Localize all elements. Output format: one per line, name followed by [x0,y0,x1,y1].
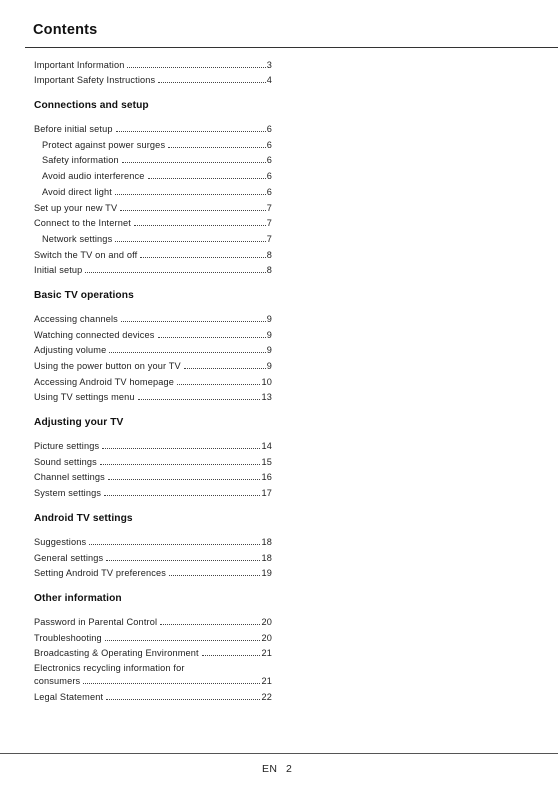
toc-entry-page: 15 [261,456,272,467]
dot-leader [168,147,266,148]
toc-entry-switch-the-tv-on-and-off[interactable] [34,245,272,261]
toc-entry-page: 4 [266,75,272,86]
section-entries [34,119,272,276]
footer-page-number: 2 [286,763,292,775]
dot-leader [115,241,265,242]
toc-entry-accessing-android-tv-homepage[interactable] [34,372,272,388]
toc-entry-page: 7 [266,202,272,213]
toc-entry-label: Protect against power surges [42,139,166,150]
dot-leader [100,464,261,465]
toc-entry-label: General settings [34,552,104,563]
toc-entry-label: Avoid audio interference [42,171,145,182]
toc-entry-page: 20 [261,616,272,627]
dot-leader [106,699,260,700]
toc-entry-page: 9 [266,313,272,324]
toc-entry-page: 13 [261,392,272,403]
toc-entry-label: Set up your new TV [34,202,118,213]
toc-entry-avoid-audio-interference[interactable] [34,166,272,182]
footer-divider [0,753,558,754]
toc-entry-line2 [34,674,272,687]
page-title: Contents [33,22,98,38]
toc-entry-page: 6 [266,186,272,197]
table-of-contents [34,55,272,703]
toc-entry-setting-android-tv-preferences[interactable] [34,564,272,580]
dot-leader [105,640,261,641]
dot-leader [184,368,266,369]
section-entries [34,309,272,403]
toc-entry-accessing-channels[interactable] [34,309,272,325]
toc-entry-system-settings[interactable] [34,483,272,499]
toc-entry-label: System settings [34,488,102,499]
toc-entry-channel-settings[interactable] [34,468,272,484]
dot-leader [106,560,260,561]
dot-leader [148,178,266,179]
dot-leader [134,225,266,226]
toc-entry-protect-against-power-surges[interactable] [34,135,272,151]
toc-entry-legal-statement[interactable] [34,687,272,703]
toc-entry-using-the-power-button[interactable] [34,356,272,372]
toc-entry-page: 9 [266,361,272,371]
dot-leader [108,479,261,480]
dot-leader [169,575,260,576]
toc-entry-page: 9 [266,329,272,340]
toc-entry-page: 6 [266,171,272,182]
section-heading-basic-tv-operations: Basic TV operations [34,290,134,302]
dot-leader [177,384,260,385]
toc-entry-using-tv-settings-menu[interactable] [34,388,272,404]
toc-entry-label: Broadcasting & Operating Environment [34,648,199,659]
toc-entry-label-line1: Electronics recycling information for [34,663,185,674]
dot-leader [115,194,266,195]
dot-leader [140,257,265,258]
toc-entry-avoid-direct-light[interactable] [34,182,272,198]
toc-entry-label: Legal Statement [34,691,104,702]
dot-leader [104,495,260,496]
toc-entry-label: Accessing Android TV homepage [34,376,175,387]
toc-entry-page: 7 [266,233,272,244]
toc-entry-page: 22 [261,691,272,702]
toc-entry-page: 3 [266,59,272,70]
toc-entry-label-line2: consumers [34,676,81,687]
section-entries [34,612,272,703]
toc-entry-label: Adjusting volume [34,345,107,356]
toc-entry-label: Avoid direct light [42,186,112,197]
toc-entry-page: 21 [261,648,272,659]
toc-entry-label: Watching connected devices [34,329,155,340]
toc-entry-page: 14 [261,441,272,452]
dot-leader [109,352,265,353]
dot-leader [122,162,266,163]
dot-leader [121,321,266,322]
toc-entry-safety-information[interactable] [34,151,272,167]
section-heading-connections-and-setup: Connections and setup [34,100,149,112]
toc-entry-picture-settings[interactable] [34,436,272,452]
toc-entry-page: 10 [261,376,272,387]
toc-entry-connect-to-the-internet[interactable] [34,214,272,230]
dot-leader [158,82,265,83]
toc-entry-page: 19 [261,568,272,579]
toc-entry-label: Using the power button on your TV [34,361,181,371]
toc-entry-page: 9 [266,345,272,356]
toc-entry-password-in-parental-control[interactable] [34,612,272,628]
toc-entry-before-initial-setup[interactable] [34,119,272,135]
toc-entry-page: 18 [261,536,272,547]
toc-entry-electronics-recycling-information[interactable] [34,659,272,687]
toc-entry-label: Important Safety Instructions [34,75,156,86]
toc-entry-label: Using TV settings menu [34,392,135,403]
dot-leader [89,544,260,545]
section-heading-android-tv-settings: Android TV settings [34,513,133,525]
toc-entry-label: Password in Parental Control [34,616,158,627]
toc-entry-troubleshooting[interactable] [34,628,272,644]
toc-entry-page: 16 [261,472,272,483]
dot-leader [158,337,266,338]
toc-entry-page: 18 [261,552,272,563]
toc-entry-set-up-your-new-tv[interactable] [34,198,272,214]
toc-entry-watching-connected-devices[interactable] [34,325,272,341]
toc-entry-suggestions[interactable] [34,532,272,548]
footer-language: EN [262,763,278,775]
dot-leader [127,67,265,68]
toc-entry-label: Suggestions [34,536,87,547]
toc-entry-label: Network settings [42,233,113,244]
toc-entry-broadcasting-operating-environment[interactable] [34,644,272,660]
toc-entry-label: Important Information [34,59,125,70]
dot-leader [202,655,261,656]
dot-leader [83,683,260,684]
toc-entry-page: 6 [266,155,272,166]
title-divider [25,47,558,48]
toc-entry-label: Connect to the Internet [34,218,131,229]
section-entries [34,436,272,499]
toc-entry-label: Picture settings [34,441,100,452]
toc-entry-page: 21 [261,676,272,687]
toc-entry-initial-setup[interactable] [34,261,272,277]
dot-leader [116,131,266,132]
toc-entry-label: Initial setup [34,265,83,276]
toc-entry-page: 7 [266,218,272,229]
toc-entry-page: 20 [261,632,272,643]
dot-leader [102,448,260,449]
toc-entry-important-safety-instructions[interactable] [34,71,272,87]
section-heading-other-information: Other information [34,593,122,605]
toc-entry-important-information[interactable] [34,55,272,71]
toc-entry-label: Sound settings [34,456,97,467]
toc-entry-sound-settings[interactable] [34,452,272,468]
section-entries [34,532,272,579]
toc-entry-page: 6 [266,124,272,135]
dot-leader [120,210,266,211]
toc-entry-general-settings[interactable] [34,548,272,564]
toc-entry-page: 6 [266,139,272,150]
toc-entry-label: Accessing channels [34,313,118,324]
toc-entry-label: Safety information [42,155,119,166]
toc-entry-page: 8 [266,249,272,260]
intro-entries [34,55,272,86]
toc-entry-label: Setting Android TV preferences [34,568,167,579]
toc-entry-adjusting-volume[interactable] [34,341,272,357]
toc-entry-label: Switch the TV on and off [34,249,138,260]
section-heading-adjusting-your-tv: Adjusting your TV [34,417,124,429]
dot-leader [85,272,265,273]
toc-entry-page: 17 [261,488,272,499]
toc-entry-label: Channel settings [34,472,105,483]
toc-entry-label: Before initial setup [34,124,113,135]
toc-entry-network-settings[interactable] [34,229,272,245]
dot-leader [138,399,261,400]
dot-leader [160,624,260,625]
toc-entry-page: 8 [266,265,272,276]
toc-entry-label: Troubleshooting [34,632,102,643]
